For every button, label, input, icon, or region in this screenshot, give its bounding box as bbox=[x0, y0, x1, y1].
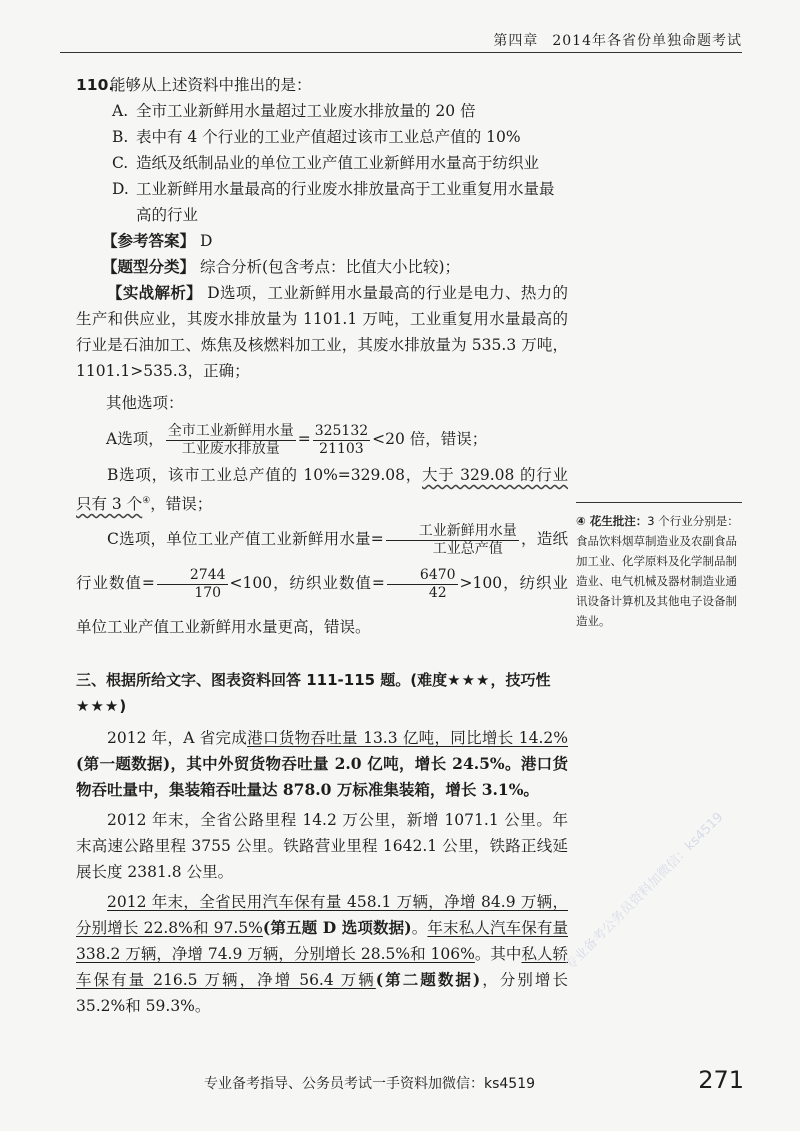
analysis-paragraph bbox=[76, 280, 568, 384]
c-prefix: C选项，单位工业产值工业新鲜用水量= bbox=[107, 530, 384, 549]
p3-note-2: (第二题数据) bbox=[375, 970, 481, 990]
option-a bbox=[76, 98, 568, 124]
fraction-numerator: 6470 bbox=[387, 567, 458, 585]
difficulty-stars: ★★★ bbox=[447, 671, 491, 690]
option-d bbox=[76, 176, 568, 228]
p3-underlined-3: 私人轿车保有量 216.5 万辆，净增 56.4 万辆 bbox=[76, 945, 568, 990]
a-prefix: A选项， bbox=[106, 430, 164, 448]
page-number: 271 bbox=[698, 1066, 744, 1094]
section-heading bbox=[76, 667, 568, 719]
question-text: 能够从上述资料中推出的是： bbox=[110, 76, 312, 94]
p3-mid: 。其中 bbox=[474, 945, 522, 964]
main-content bbox=[76, 72, 568, 1019]
answer-tag: 【参考答案】 bbox=[102, 231, 196, 250]
option-label: D. bbox=[112, 180, 129, 198]
p1-start: 2012 年，A 省完成 bbox=[107, 729, 248, 748]
option-label: B. bbox=[112, 128, 129, 146]
annotation-label: ④ 花生批注： bbox=[576, 514, 648, 528]
option-c-analysis bbox=[76, 517, 568, 649]
b-highlight: 大于 329.08 的行业只有 3 个 bbox=[76, 466, 568, 514]
fraction bbox=[166, 423, 296, 458]
answer-value: D bbox=[199, 232, 213, 250]
p3-end: ，分别增长 35.2%和 59.3%。 bbox=[76, 971, 568, 1016]
c-mid2: <100，纺织业数值= bbox=[229, 574, 385, 593]
type-line bbox=[76, 254, 568, 280]
b-prefix: B选项，该市工业总产值的 10%=329.08， bbox=[107, 466, 422, 484]
margin-annotation bbox=[576, 502, 742, 631]
fraction-numerator: 2744 bbox=[157, 567, 228, 585]
option-text: 造纸及纸制品业的单位工业产值工业新鲜用水量高于纺织业 bbox=[136, 154, 540, 172]
question-number: 110. bbox=[76, 76, 115, 94]
option-text: 全市工业新鲜用水量超过工业废水排放量的 20 倍 bbox=[136, 102, 476, 120]
type-tag: 【题型分类】 bbox=[102, 257, 196, 276]
c-suffix: >100，纺织业单位工业产值工业新鲜用水量更高，错误。 bbox=[76, 574, 569, 637]
fraction-denominator: 工业废水排放量 bbox=[181, 440, 280, 457]
b-suffix: ，错误； bbox=[150, 495, 213, 514]
fraction-denominator: 42 bbox=[428, 584, 447, 601]
fraction bbox=[313, 423, 370, 458]
fraction-numerator: 工业新鲜用水量 bbox=[386, 523, 519, 541]
chapter-title: 2014年各省份单独命题考试 bbox=[552, 33, 742, 49]
fraction-denominator: 工业总产值 bbox=[432, 540, 503, 557]
analysis-tag: 【实战解析】 bbox=[107, 283, 202, 302]
fraction bbox=[157, 567, 228, 602]
p3-underlined-1: 2012 年末，全省民用汽车保有量 458.1 万辆，净增 84.9 万辆，分别增长 22.8%和 97.5% bbox=[76, 893, 568, 938]
p1-rest: (第一题数据)，其中外贸货物吞吐量 2.0 亿吨，增长 24.5%。港口货物吞吐量中，集装箱吞吐量达 878.0 万标准集装箱，增长 3.1%。 bbox=[76, 754, 568, 800]
section-title-text: 三、根据所给文字、图表资料回答 111-115 题。(难度 bbox=[76, 671, 448, 690]
p3-period: 。 bbox=[411, 919, 428, 938]
footer-text: 专业备考指导、公务员考试一手资料加微信：ks4519 bbox=[204, 1076, 536, 1092]
analysis-text: D选项，工业新鲜用水量最高的行业是电力、热力的生产和供应业，其废水排放量为 1101.1 万吨，工业重复用水量最高的行业是石油加工、炼焦及核燃料加工业，其废水排放量为 535.3 万吨，1101.1>535.3，正确； bbox=[76, 284, 568, 380]
fraction bbox=[386, 523, 519, 558]
option-label: C. bbox=[112, 154, 129, 172]
type-value: 综合分析(包含考点：比值大小比较)； bbox=[199, 258, 461, 276]
fraction-numerator: 325132 bbox=[314, 422, 369, 439]
material-paragraph-3 bbox=[76, 889, 568, 1019]
fraction-denominator: 170 bbox=[194, 584, 222, 601]
skill-stars: ★★★ bbox=[76, 697, 120, 716]
chapter-heading bbox=[493, 30, 742, 50]
option-b bbox=[76, 124, 568, 150]
option-c bbox=[76, 150, 568, 176]
option-label: A. bbox=[112, 102, 129, 120]
page-header bbox=[60, 26, 742, 53]
option-a-analysis bbox=[76, 416, 568, 462]
fraction bbox=[387, 567, 458, 602]
fraction-denominator: 21103 bbox=[319, 440, 364, 457]
p1-underlined: 港口货物吞吐量 13.3 亿吨，同比增长 14.2% bbox=[247, 729, 568, 748]
p3-underlined-2: 年末私人汽车保有量 338.2 万辆，净增 74.9 万辆，分别增长 28.5%和 106% bbox=[76, 919, 568, 964]
chapter-label: 第四章 bbox=[493, 33, 539, 49]
other-options-label: 其他选项： bbox=[106, 394, 184, 412]
c-mid1: ，造纸行业数值= bbox=[76, 530, 568, 593]
material-paragraph-1 bbox=[76, 725, 568, 803]
section-title-end: ) bbox=[119, 697, 127, 716]
watermark: 专业备考公务员资料加微信：ks4519 bbox=[562, 809, 727, 974]
p3-note-1: (第五题 D 选项数据) bbox=[262, 918, 412, 938]
option-text: 表中有 4 个行业的工业产值超过该市工业总产值的 10% bbox=[136, 128, 521, 146]
footnote-marker: ④ bbox=[142, 496, 151, 506]
annotation-text: 3 个行业分别是：食品饮料烟草制造业及农副食品加工业、化学原料及化学制品制造业、电气机械及器材制造业通讯设备计算机及其他电子设备制造业。 bbox=[576, 514, 739, 628]
fraction-numerator: 全市工业新鲜用水量 bbox=[167, 422, 294, 439]
question-stem bbox=[76, 72, 568, 98]
a-suffix: <20 倍，错误； bbox=[372, 430, 488, 448]
option-b-analysis bbox=[76, 462, 568, 517]
answer-line bbox=[76, 228, 568, 254]
equals-sign: = bbox=[297, 430, 311, 448]
option-text: 工业新鲜用水量最高的行业废水排放量高于工业重复用水量最高的行业 bbox=[136, 180, 555, 224]
section-title-mid: ，技巧性 bbox=[490, 671, 551, 690]
material-paragraph-2: 2012 年末，全省公路里程 14.2 万公里，新增 1071.1 公里。年末高速公路里程 3755 公里。铁路营业里程 1642.1 公里，铁路正线延展长度 2381.8 公里。 bbox=[76, 811, 568, 882]
